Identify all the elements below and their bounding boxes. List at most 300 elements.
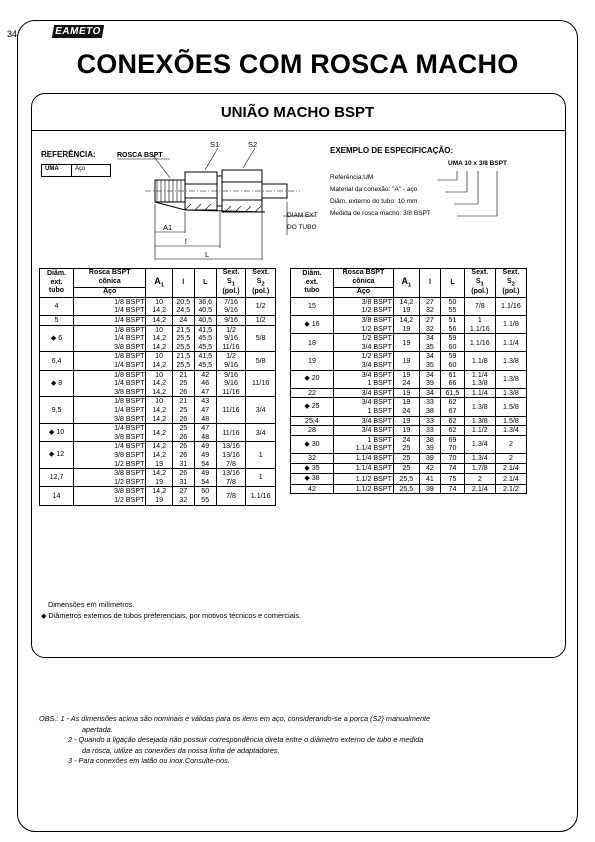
cell-rosca — [333, 388, 393, 398]
observations — [39, 714, 559, 767]
cell-L — [441, 316, 465, 334]
cell-diam — [291, 426, 334, 436]
cell-s2-value: 1.1/16 — [250, 491, 271, 500]
cell-s2 — [246, 370, 276, 397]
header-diam: Diâm. ext. tubo — [40, 269, 74, 298]
cell-a1-value: 19 24 — [402, 370, 411, 388]
cell-s2-value: 1.5/8 — [503, 402, 519, 411]
cell-diam — [291, 484, 334, 494]
cell-l — [419, 316, 440, 334]
cell-l-value: 33 — [425, 426, 434, 435]
cell-s1-value: 7/16 9/16 — [224, 297, 238, 315]
diamond-bullet-icon: ◆ — [304, 375, 310, 383]
drawing-label-rosca: ROSCA BSPT — [117, 152, 163, 159]
header-s1: Sext. $S_1$ (pol.) — [216, 269, 246, 298]
cell-s2 — [246, 424, 276, 442]
cell-L — [194, 297, 216, 315]
cell-rosca — [74, 370, 146, 397]
cell-L-value: 62 — [448, 426, 457, 435]
cell-s1-value: 7/8 — [474, 302, 485, 311]
cell-a1-value: 19 — [402, 356, 411, 365]
fitting-drawing — [115, 140, 325, 265]
cell-a1 — [146, 297, 172, 315]
cell-rosca-value: 1 BSPT 1.1/4 BSPT — [355, 435, 392, 453]
cell-diam — [40, 297, 74, 315]
header-aco: Aço — [333, 287, 393, 297]
cell-l — [419, 435, 440, 453]
cell-s1 — [216, 370, 246, 397]
cell-L-value: 41,5 45,5 — [198, 352, 213, 370]
cell-diam-value: 28 — [308, 426, 316, 435]
cell-l — [172, 442, 194, 469]
header-diam: Diâm. ext. tubo — [291, 269, 334, 298]
cell-L — [441, 398, 465, 416]
cell-a1 — [393, 388, 419, 398]
cell-L — [441, 416, 465, 426]
cell-a1 — [146, 397, 172, 424]
cell-s2 — [495, 426, 526, 436]
cell-s1 — [216, 325, 246, 352]
table-row — [40, 397, 276, 424]
cell-diam-value: 6 — [58, 333, 63, 342]
note-preferred: ◆ Diâmetros externos de tubos preferenciais, por motivos técnicos e comerciais. — [41, 611, 302, 620]
header-s1: Sext. $S_1$ (pol.) — [464, 269, 495, 298]
table-row — [40, 487, 276, 505]
cell-s1-value: 13/16 13/16 7/8 — [222, 442, 240, 468]
cell-s2-value: 2 — [508, 453, 513, 462]
cell-l-value: 34 39 — [425, 370, 434, 388]
cell-s1-value: 9/16 9/16 11/16 — [222, 370, 240, 396]
cell-a1-value: 10 14,2 14,2 — [152, 325, 167, 351]
cell-L — [441, 334, 465, 352]
cell-s1 — [464, 453, 495, 463]
cell-s1 — [464, 370, 495, 388]
cell-s1-value: 1.3/8 — [471, 402, 488, 411]
cell-diam-value: 30 — [311, 439, 320, 448]
cell-rosca — [333, 426, 393, 436]
cell-L-value: 69 70 — [448, 435, 457, 453]
page-title: CONEXÕES COM ROSCA MACHO — [76, 49, 519, 79]
cell-diam — [291, 388, 334, 398]
cell-s2 — [495, 474, 526, 485]
cell-rosca-value: 1/8 BSPT 1/4 BSPT 3/8 BSPT — [114, 397, 145, 423]
header-s2: Sext. $S_2$ (pol.) — [495, 269, 526, 298]
cell-diam — [291, 474, 334, 485]
cell-s1 — [464, 388, 495, 398]
cell-diam — [40, 424, 74, 442]
cell-a1 — [393, 426, 419, 436]
cell-l-value: 24 — [179, 316, 188, 325]
cell-L-value: 75 — [448, 474, 457, 483]
cell-s1 — [216, 487, 246, 505]
table-row — [291, 398, 527, 416]
cell-rosca-value: 3/8 BSPT 1/2 BSPT — [114, 469, 145, 486]
drawing-label-s2: S2 — [248, 140, 258, 149]
cell-a1 — [146, 352, 172, 370]
cell-diam-value: 35 — [311, 463, 320, 472]
cell-diam-value: 14 — [52, 491, 61, 500]
spec-example: UMA 10 x 3/8 BSPT — [448, 160, 508, 167]
cell-rosca — [333, 398, 393, 416]
cell-a1-value: 10 14,2 14,2 — [152, 370, 167, 396]
header-s2: Sext. $S_2$ (pol.) — [246, 269, 276, 298]
cell-a1-value: 14,2 — [152, 316, 167, 325]
drawing-label-s1: S1 — [210, 140, 220, 149]
cell-s1-value: 13/16 7/8 — [222, 469, 240, 486]
obs-line-2: 2 - Quando a ligação desejada não possuir correspondência direta entre o diâmetro externo de tubo e medida — [68, 735, 424, 744]
cell-diam-value: 38 — [311, 474, 320, 483]
cell-rosca-value: 1.1/2 BSPT — [355, 484, 392, 493]
cell-s2 — [495, 352, 526, 370]
cell-rosca-value: 1/8 BSPT 1/4 BSPT — [114, 352, 145, 370]
diamond-bullet-icon: ◆ — [304, 475, 310, 483]
cell-diam — [291, 316, 334, 334]
cell-a1-value: 25,5 — [399, 474, 414, 483]
table-row — [40, 316, 276, 326]
cell-s2-value: 2 — [508, 440, 513, 449]
cell-l-value: 34 — [425, 388, 434, 397]
diamond-bullet-icon: ◆ — [304, 464, 310, 472]
cell-s1 — [216, 424, 246, 442]
cell-L-value: 42 46 47 — [201, 370, 210, 396]
cell-a1 — [146, 370, 172, 397]
cell-s2-value: 1/2 — [255, 316, 266, 325]
cell-l — [172, 424, 194, 442]
cell-rosca — [74, 442, 146, 469]
cell-s1 — [216, 297, 246, 315]
cell-L — [194, 316, 216, 326]
cell-a1-value: 14,2 14,2 19 — [152, 442, 167, 468]
table-row — [291, 463, 527, 474]
cell-L-value: 49 49 54 — [201, 442, 210, 468]
cell-L — [441, 352, 465, 370]
cell-s2-value: 2.1/2 — [503, 484, 519, 493]
cell-l-value: 39 — [425, 453, 434, 462]
cell-diam — [40, 316, 74, 326]
header-l: l — [419, 269, 440, 298]
diamond-bullet-icon: ◆ — [48, 429, 55, 436]
obs-line-1: OBS.: 1 - As dimensões acima são nominais e válidas para os itens em aço, considerando-se a porca (S2) manualmente — [39, 714, 431, 723]
cell-a1-value: 19 — [402, 426, 411, 435]
cell-diam-value: 19 — [308, 356, 316, 365]
cell-l — [172, 397, 194, 424]
table-row — [291, 435, 527, 453]
cell-l-value: 25 26 — [179, 424, 188, 441]
cell-L — [194, 397, 216, 424]
table-row — [40, 325, 276, 352]
cell-rosca — [74, 487, 146, 505]
cell-diam — [40, 487, 74, 505]
cell-rosca — [74, 316, 146, 326]
cell-l — [419, 426, 440, 436]
cell-L — [194, 442, 216, 469]
cell-rosca-value: 3/4 BSPT — [361, 388, 392, 397]
cell-diam-value: 18 — [308, 338, 316, 347]
cell-s1 — [216, 316, 246, 326]
cell-L — [441, 474, 465, 485]
cell-l-value: 21 25 26 — [179, 370, 188, 396]
cell-L-value: 61,5 — [445, 388, 460, 397]
cell-l — [419, 474, 440, 485]
header-a1: $A_1$ — [393, 269, 419, 298]
cell-a1-value: 19 — [402, 338, 411, 347]
cell-l — [172, 316, 194, 326]
diamond-bullet-icon: ◆ — [304, 440, 310, 448]
diamond-bullet-icon: ◆ — [304, 320, 310, 328]
cell-a1-value: 19 — [402, 388, 411, 397]
cell-a1 — [393, 474, 419, 485]
cell-a1-value: 10 14,2 — [152, 352, 167, 370]
header-rosca: Rosca BSPT cônica — [74, 269, 146, 288]
cell-s2 — [495, 435, 526, 453]
header-l: l — [172, 269, 194, 298]
cell-s2 — [246, 397, 276, 424]
cell-rosca-value: 1.1/2 BSPT — [355, 474, 392, 483]
cell-l — [419, 297, 440, 315]
cell-rosca-value: 3/8 BSPT 1/2 BSPT — [114, 487, 145, 504]
cell-s1 — [464, 398, 495, 416]
table-row — [291, 426, 527, 436]
cell-rosca — [333, 334, 393, 352]
table-row — [40, 370, 276, 397]
cell-a1 — [393, 398, 419, 416]
table-row — [291, 453, 527, 463]
cell-l — [419, 416, 440, 426]
cell-s2-value: 1 — [258, 473, 263, 482]
cell-a1 — [393, 370, 419, 388]
title-separator — [31, 130, 566, 131]
cell-s1 — [464, 484, 495, 494]
cell-L-value: 41,5 45,5 45,5 — [198, 325, 213, 351]
header-aco: Aço — [74, 287, 146, 297]
cell-s1 — [464, 474, 495, 485]
cell-diam — [291, 334, 334, 352]
cell-s1 — [464, 416, 495, 426]
table-row — [40, 424, 276, 442]
cell-L-value: 74 — [448, 484, 457, 493]
cell-s1-value: 1/2 9/16 — [224, 352, 238, 370]
cell-s1 — [216, 397, 246, 424]
cell-s2 — [495, 463, 526, 474]
cell-L-value: 36,6 40,5 — [198, 297, 213, 315]
cell-a1 — [393, 297, 419, 315]
cell-s2 — [246, 297, 276, 315]
cell-l — [172, 487, 194, 505]
cell-s1-value: 1/2 9/16 11/16 — [222, 325, 240, 351]
reference-code: UMA — [45, 166, 59, 172]
dimensions-table-left — [39, 268, 276, 506]
cell-L — [194, 469, 216, 487]
cell-diam-value: 22 — [308, 388, 316, 397]
cell-s1 — [464, 316, 495, 334]
cell-l-value: 21,5 25,5 — [176, 352, 191, 370]
reference-label: REFERÊNCIA: — [41, 150, 96, 159]
cell-rosca — [74, 352, 146, 370]
diamond-bullet-icon: ◆ — [48, 451, 55, 459]
cell-a1 — [146, 316, 172, 326]
cell-diam — [291, 453, 334, 463]
cell-diam — [291, 463, 334, 474]
cell-L — [194, 424, 216, 442]
cell-s2 — [495, 334, 526, 352]
cell-a1 — [146, 487, 172, 505]
cell-diam — [40, 325, 74, 352]
cell-s1-value: 2 — [477, 474, 482, 483]
cell-s1 — [464, 435, 495, 453]
cell-a1-value: 14,2 19 — [152, 469, 167, 486]
spec-line-1: Referência:UM — [330, 174, 374, 181]
cell-s2-value: 1.3/8 — [503, 356, 519, 365]
cell-diam-value: 42 — [308, 484, 316, 493]
spec-leader-lines — [405, 167, 515, 217]
cell-rosca — [333, 484, 393, 494]
cell-diam-value: 25 — [311, 402, 320, 411]
cell-a1-value: 14,2 19 — [399, 297, 414, 315]
cell-s1-value: 1.1/2 — [471, 426, 488, 435]
cell-s2-value: 1.1/4 — [503, 338, 519, 347]
cell-s2-value: 1.5/8 — [503, 416, 519, 425]
cell-s1 — [464, 463, 495, 474]
cell-rosca-value: 3/8 BSPT 1/2 BSPT — [361, 316, 392, 333]
cell-s2 — [495, 370, 526, 388]
cell-rosca-value: 1/4 BSPT — [114, 316, 145, 325]
cell-a1 — [393, 463, 419, 474]
cell-s2 — [246, 469, 276, 487]
cell-l — [419, 463, 440, 474]
cell-L-value: 59 60 — [448, 352, 457, 370]
cell-diam-value: 10 — [56, 428, 65, 436]
cell-rosca-value: 3/4 BSPT 1 BSPT — [361, 370, 392, 388]
cell-s2 — [246, 487, 276, 505]
cell-l-value: 27 32 — [425, 297, 434, 315]
cell-s2 — [246, 442, 276, 469]
cell-L-value: 70 — [448, 453, 457, 462]
cell-rosca-value: 1/8 BSPT 1/4 BSPT 3/8 BSPT — [114, 370, 145, 396]
cell-s1-value: 11/16 — [222, 428, 240, 437]
cell-L-value: 61 66 — [448, 370, 457, 388]
table-row — [291, 484, 527, 494]
cell-rosca-value: 1.1/4 BSPT — [355, 453, 392, 462]
cell-rosca-value: 1/4 BSPT 3/8 BSPT 1/2 BSPT — [114, 442, 145, 468]
spec-line-2: Material da conexão: "A" - aço — [330, 186, 418, 193]
cell-L-value: 49 54 — [201, 469, 210, 486]
cell-diam-value: 5 — [54, 316, 59, 325]
cell-diam — [291, 370, 334, 388]
cell-s1-value: 1.7/8 — [471, 464, 488, 473]
cell-s2-value: 2.1/4 — [503, 474, 519, 483]
cell-diam-value: 25,4 — [305, 416, 319, 425]
cell-a1 — [146, 442, 172, 469]
header-L: L — [194, 269, 216, 298]
cell-l — [172, 370, 194, 397]
cell-a1 — [393, 416, 419, 426]
cell-L — [441, 463, 465, 474]
cell-rosca — [74, 424, 146, 442]
cell-s2 — [495, 453, 526, 463]
table-row — [291, 316, 527, 334]
cell-s1-value: 1.3/4 — [471, 453, 488, 462]
cell-rosca — [74, 325, 146, 352]
cell-s2 — [246, 316, 276, 326]
table-row — [40, 442, 276, 469]
cell-s1 — [464, 334, 495, 352]
drawing-label-l: l — [185, 237, 187, 246]
header-L: L — [441, 269, 465, 298]
spec-title: EXEMPLO DE ESPECIFICAÇÃO: — [330, 146, 454, 155]
cell-s2-value: 1.3/8 — [503, 374, 519, 383]
cell-s2-value: 1.1/8 — [503, 320, 519, 329]
cell-a1 — [146, 469, 172, 487]
table-row — [291, 416, 527, 426]
cell-L-value: 62 67 — [448, 398, 457, 416]
cell-s2-value: 1.1/16 — [501, 302, 521, 311]
cell-rosca — [333, 316, 393, 334]
cell-s2-value: 3/4 — [255, 428, 266, 437]
cell-s2-value: 1.3/8 — [503, 388, 519, 397]
obs-line-3: 3 - Para conexões em latão ou inox.Consulte-nos. — [68, 756, 230, 765]
cell-s1-value: 1.1/16 — [469, 338, 490, 347]
notes — [41, 599, 302, 622]
cell-diam — [291, 398, 334, 416]
cell-s1-value: 2.1/4 — [471, 484, 488, 493]
cell-L — [441, 370, 465, 388]
cell-s2-value: 11/16 — [252, 379, 270, 388]
cell-diam-value: 4 — [54, 302, 59, 311]
brand-logo: EAMETO — [52, 25, 104, 38]
cell-L-value: 62 — [448, 416, 457, 425]
cell-L-value: 50 55 — [201, 487, 210, 504]
cell-s1 — [216, 352, 246, 370]
cell-L — [194, 487, 216, 505]
diamond-bullet-icon: ◆ — [41, 613, 47, 620]
spec-line-4: Medida de rosca macho: 3/8 BSPT — [330, 210, 431, 217]
cell-rosca-value: 3/8 BSPT 1/2 BSPT — [361, 297, 392, 315]
cell-l — [419, 453, 440, 463]
diamond-bullet-icon: ◆ — [50, 379, 57, 387]
cell-a1-value: 10 14,2 — [152, 297, 167, 315]
cell-rosca-value: 1/2 BSPT 3/4 BSPT — [361, 352, 392, 370]
cell-l-value: 26 31 — [179, 469, 188, 486]
drawing-label-diam1: DIAM EXT — [287, 212, 318, 219]
diamond-bullet-icon: ◆ — [50, 334, 57, 342]
cell-diam — [40, 370, 74, 397]
cell-rosca-value: 1/8 BSPT 1/4 BSPT — [114, 297, 145, 315]
cell-a1-value: 14,2 19 — [399, 316, 414, 333]
dimensions-table-right — [290, 268, 527, 494]
cell-s1-value: 1.3/4 — [471, 440, 488, 449]
cell-L — [194, 370, 216, 397]
cell-l-value: 27 32 — [179, 487, 188, 504]
cell-rosca-value: 1/2 BSPT 3/4 BSPT — [361, 334, 392, 351]
cell-l-value: 34 35 — [425, 352, 434, 370]
cell-s1-value: 1.1/4 — [471, 388, 488, 397]
cell-a1-value: 25 — [402, 453, 411, 462]
section-title: UNIÃO MACHO BSPT — [220, 104, 375, 121]
table-row — [291, 474, 527, 485]
cell-L — [441, 426, 465, 436]
cell-diam-value: 8 — [58, 378, 63, 387]
drawing-label-a1: A1 — [163, 223, 173, 232]
cell-s2 — [495, 297, 526, 315]
cell-L — [441, 388, 465, 398]
cell-a1-value: 24 25 — [402, 435, 411, 453]
cell-diam — [291, 435, 334, 453]
cell-rosca — [333, 297, 393, 315]
reference-material: Aço — [75, 166, 86, 172]
cell-s2 — [495, 316, 526, 334]
cell-s2-value: 5/8 — [255, 356, 266, 365]
table-row — [40, 469, 276, 487]
